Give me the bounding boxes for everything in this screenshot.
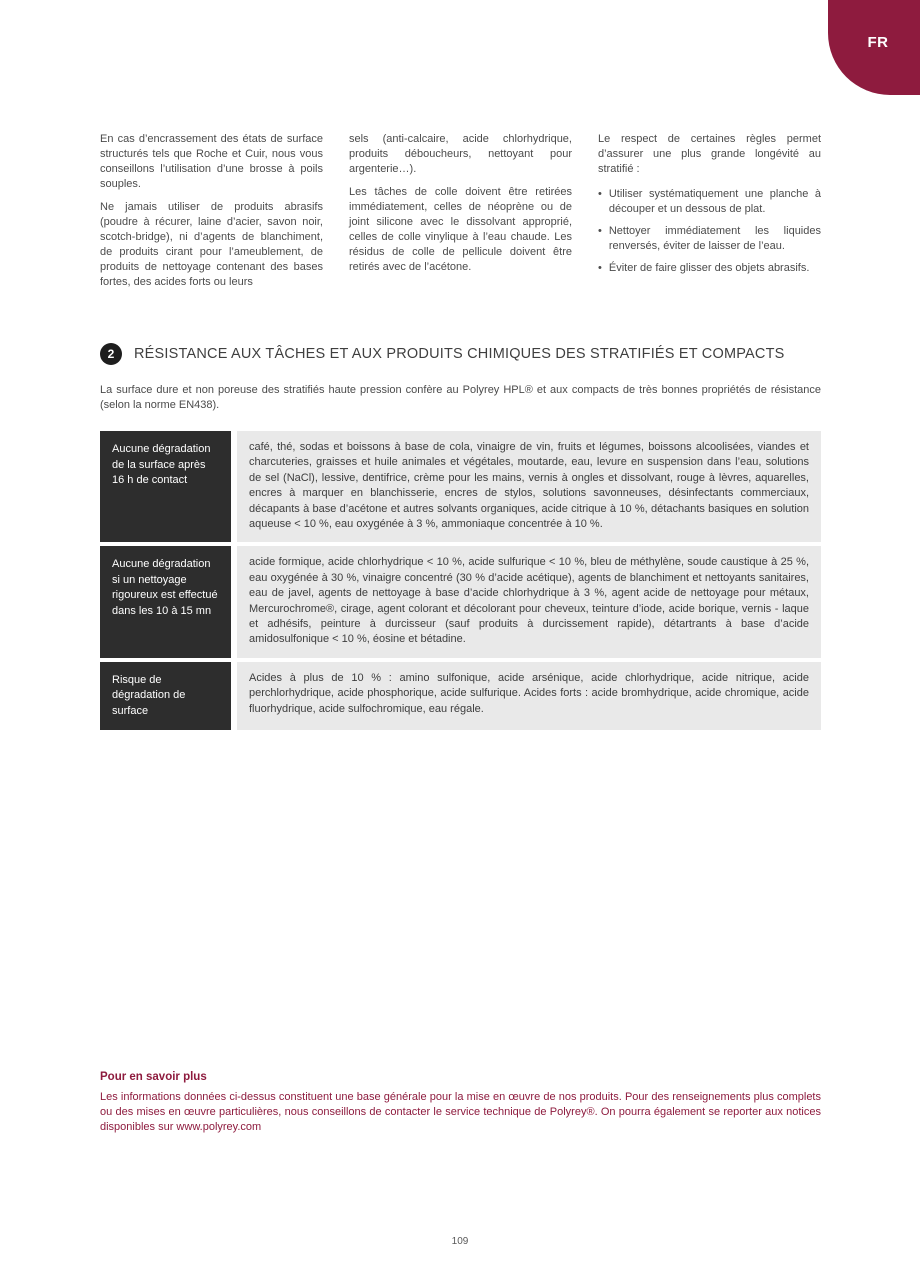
list-item-text: Éviter de faire glisser des objets abrasifs.: [608, 262, 810, 274]
list-item-text: Nettoyer immédiatement les liquides renversés, éviter de laisser de l’eau.: [608, 225, 821, 252]
paragraph-surface-care: En cas d’encrassement des états de surface structurés tels que Roche et Cuir, nous vous conseillons l’utilisation d’une brosse à poils souples.: [100, 133, 323, 190]
section-number-badge: [100, 343, 122, 365]
bullet-icon: •: [598, 188, 602, 200]
bullet-icon: •: [598, 262, 602, 274]
row-label: Risque de dégradation de surface: [100, 662, 231, 731]
paragraph-glue-stains: Les tâches de colle doivent être retirées immédiatement, celles de néoprène ou de joint silicone avec le dissolvant approprié, celles de colle vinylique à l’eau chaude. Les résidus de colle de pellicule doivent être retirés avec de l’acétone.: [349, 186, 572, 273]
language-badge: [828, 0, 920, 95]
list-item: [598, 261, 821, 276]
bullet-icon: •: [598, 225, 602, 237]
paragraph-salts: sels (anti-calcaire, acide chlorhydrique, produits déboucheurs, nettoyant pour argenterie…).: [349, 133, 572, 175]
intro-columns: [100, 132, 821, 298]
list-item-text: Utiliser systématiquement une planche à découper et un dessous de plat.: [608, 188, 821, 215]
list-item: [598, 224, 821, 254]
row-content: café, thé, sodas et boissons à base de cola, vinaigre de vin, fruits et légumes, boissons alcoolisées, viandes et charcuteries, graisses et huile animales et végétales, moutarde, eau, levure en suspension dans l’eau, solutions de sel (NaCl), lessive, dentifrice, crème pour les mains, vernis à ongles et dissolvant, rouge à lèvres, aquarelles, encres à marquer en blanchisserie, encres de stylos, solutions savonneuses, désinfectants commerciaux, décapants à base d’acétone et autres solvants organiques, acide citrique à 10 %, détachants basiques en solution aqueuse < 10 %, eau oxygénée à 3 %, ammoniaque concentrée à 10 %.: [237, 431, 821, 542]
intro-column-1: [100, 132, 323, 298]
row-content: Acides à plus de 10 % : amino sulfonique, acide arsénique, acide chlorhydrique, acide nitrique, acide perchlorhydrique, acide phosphorique, acide sulfurique. Acides forts : acide bromhydrique, acide chromique, acide fluorhydrique, acide sulfochromique, eau régale.: [237, 662, 821, 731]
footer-note-title: Pour en savoir plus: [100, 1071, 207, 1083]
section-number: 2: [107, 347, 115, 361]
resistance-table: [100, 431, 821, 734]
table-row: [100, 662, 821, 731]
row-label: Aucune dégradation de la surface après 16 h de contact: [100, 431, 231, 542]
footer-note: [100, 1071, 821, 1135]
table-row: [100, 431, 821, 542]
rules-list: [598, 187, 821, 276]
section-title: RÉSISTANCE AUX TÂCHES ET AUX PRODUITS CHIMIQUES DES STRATIFIÉS ET COMPACTS: [134, 346, 785, 362]
page-number: 109: [451, 1236, 469, 1247]
intro-column-2: [349, 132, 572, 298]
list-item: [598, 187, 821, 217]
intro-column-3: [598, 132, 821, 298]
row-content: acide formique, acide chlorhydrique < 10 %, acide sulfurique < 10 %, bleu de méthylène, soude caustique à 25 %, eau oxygénée à 30 %, vinaigre concentré (30 % d’acide acétique), agents de blanchiment et nettoyants sanitaires, eau de javel, agents de nettoyage à base d’acide chlorhydrique à 3 %, agent acide de nettoyage pour métaux, Mercurochrome®, cirage, agent colorant et décolorant pour cheveux, teinture d’iode, acide borique, vernis - laque et adhésifs, peinture à durcisseur (sauf produits à durcissement rapide), détartrants à base d’acide amidosulfonique < 10 %, éosine et bétadine.: [237, 546, 821, 657]
paragraph-abrasives-warning: Ne jamais utiliser de produits abrasifs (poudre à récurer, laine d’acier, savon noir, scotch-bridge), ni d’agents de blanchiment, de produits cirant pour l’ameublement, de produits de nettoyage contenant des bases fortes, des acides forts ou leurs: [100, 201, 323, 288]
footer-note-body: Les informations données ci-dessus constituent une base générale pour la mise en œuvre de nos produits. Pour des renseignements plus complets ou des mises en œuvre particulières, nous conseillons de contacter le service technique de Polyrey®. On pourra également se reporter aux notices disponibles sur www.polyrey.com: [100, 1091, 821, 1133]
section-header: [100, 343, 821, 365]
language-badge-label: FR: [867, 34, 889, 51]
paragraph-rules-intro: Le respect de certaines règles permet d’assurer une plus grande longévité au stratifié :: [598, 133, 821, 175]
row-label: Aucune dégradation si un nettoyage rigoureux est effectué dans les 10 à 15 mn: [100, 546, 231, 657]
table-row: [100, 546, 821, 657]
section-intro: La surface dure et non poreuse des stratifiés haute pression confère au Polyrey HPL® et aux compacts de très bonnes propriétés de résistance (selon la norme EN438).: [100, 384, 821, 411]
